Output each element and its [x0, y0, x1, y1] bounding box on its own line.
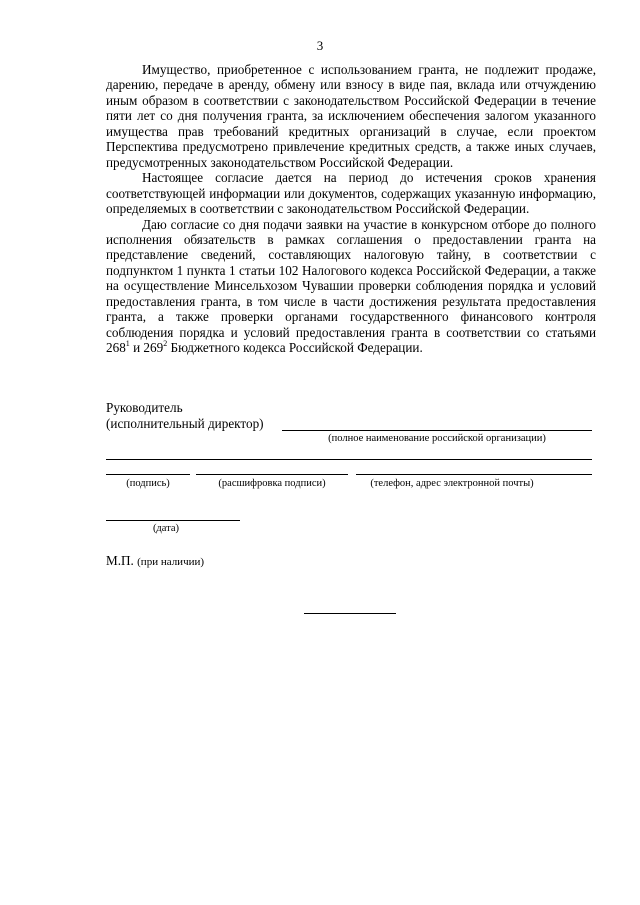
organization-name-caption: (полное наименование российской организации): [328, 433, 546, 444]
stamp-label: М.П.: [106, 553, 134, 568]
paragraph-text-part: и 269: [129, 340, 164, 356]
stamp-place: [106, 553, 204, 570]
end-separator-line: [304, 613, 396, 614]
paragraph-text-part: Бюджетного кодекса Российской Федерации.: [167, 340, 423, 356]
signature-decryption-line: [196, 474, 348, 475]
paragraph-consent-period: Настоящее согласие дается на период до истечения сроков хранения соответствующей информации или документов, содержащих указанную информацию, определяемых в соответствии с законодательством Российской Федерации.: [106, 170, 596, 217]
date-caption: (дата): [152, 523, 180, 534]
paragraph-text-part: Даю согласие со дня подачи заявки на участие в конкурсном отборе до полного исполнения обязательств в рамках соглашения о предоставлении гранта на представление сведений, составляющих налоговую тайну, в соответствии с подпунктом 1 пункта 1 статьи 102 Налогового кодекса Российской Федерации, а также на осуществление Минсельхозом Чувашии проверки соблюдения порядка и условий предоставления гранта, в том числе в части достижения результата предоставления гранта, а также проверки органами государственного финансового контроля соблюдения порядка и условий предоставления гранта в соответствии со статьями 268: [106, 216, 596, 356]
date-line: [106, 520, 240, 521]
paragraph-tax-consent: [106, 217, 596, 356]
paragraph-property-restriction: Имущество, приобретенное с использованием гранта, не подлежит продаже, дарению, передаче в аренду, обмену или взносу в виде пая, вклада или отчуждению иным образом в соответствии с законодательством Российской Федерации в течение пяти лет со дня получения гранта, за исключением обеспечения залогом указанного имущества прав требований кредитных организаций в случае, если проектом Перспектива предусмотрено привлечение кредитных средств, а также иных случаев, предусмотренных законодательством Российской Федерации.: [106, 62, 596, 170]
contact-line: [356, 474, 592, 475]
signatory-title: Руководитель: [106, 400, 183, 415]
page-number: 3: [316, 38, 324, 53]
full-width-line: [106, 459, 592, 460]
contact-caption: (телефон, адрес электронной почты): [370, 478, 534, 489]
signature-caption: (подпись): [126, 478, 170, 489]
superscript: 2: [163, 339, 168, 349]
signature-decryption-caption: (расшифровка подписи): [218, 478, 326, 489]
signature-line: [106, 474, 190, 475]
superscript: 1: [125, 339, 130, 349]
organization-name-line: [282, 430, 592, 431]
signatory-subtitle: (исполнительный директор): [106, 416, 264, 431]
stamp-note: (при наличии): [137, 556, 205, 568]
document-body: [106, 62, 596, 356]
